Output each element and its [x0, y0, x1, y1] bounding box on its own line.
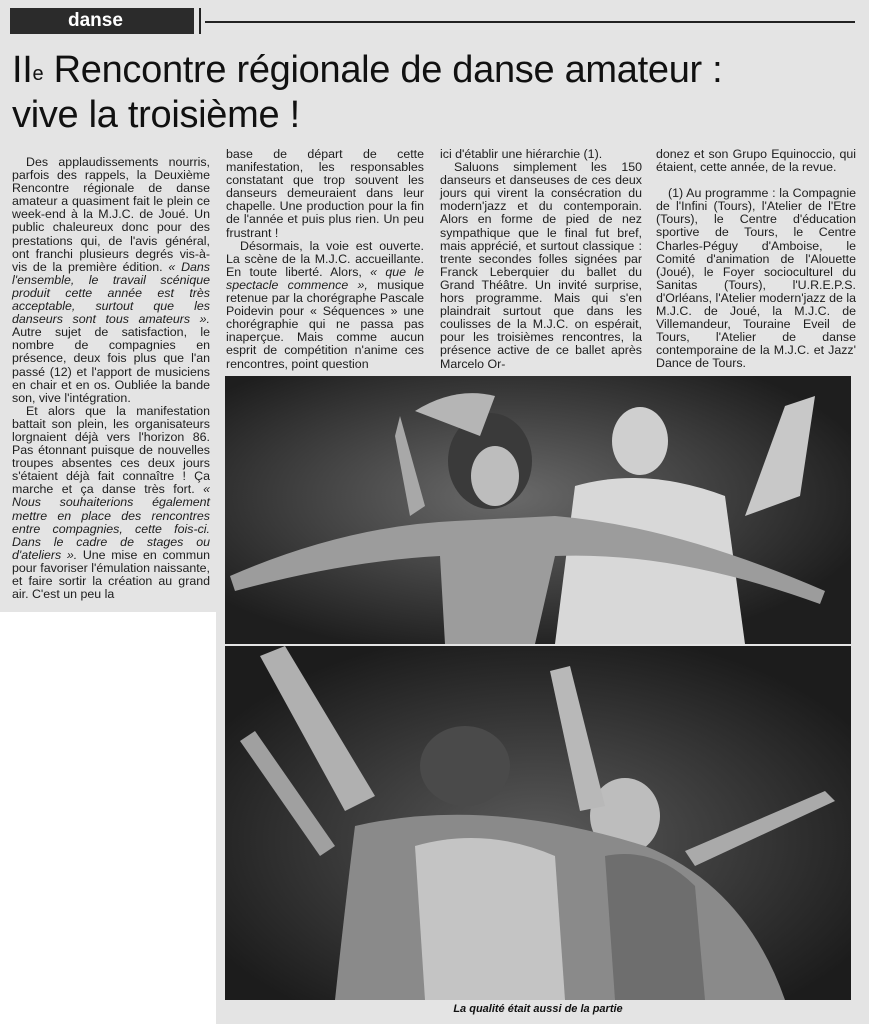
- body-text: Et alors que la manifestation battait son plein, les organisateurs lorgnaient déjà vers l'horizon 86. Pas étonnant puisque de nouvelles troupes absentes ces deux jours s'étaient déjà fait connaître ! Ça marche et ça danse très fort.: [12, 403, 210, 497]
- section-rubric: danse: [10, 8, 194, 34]
- article-column-1: [12, 156, 210, 601]
- article-column-3: [440, 148, 642, 371]
- headline-line1: Rencontre régionale de danse amateur :: [43, 49, 723, 91]
- quote-text: « que le spectacle commence »,: [226, 264, 424, 292]
- paragraph: Saluons simplement les 150 danseurs et danseuses de ces deux jours qui virent la consécration du modern'jazz et du contemporain. Alors en forme de pied de nez sympathique que le final fut bref, mais apprécié, et surtout classique : trente secondes folles signées par Franck Leberquier du ballet du Grand Théâtre. Un invité surprise, hors programme. Mais qui s'en plaindrait surtout que dans les coulisses de la M.J.C. on espérait, pour les troisièmes rencontres, la présence active de ce ballet après Marcelo Or-: [440, 160, 642, 371]
- paragraph: [12, 156, 210, 405]
- quote-text: « Nous souhaiterions également mettre en place des rencontres entre compagnies, cette fois-ci. Dans le cadre de stages ou d'ateliers ».: [12, 482, 210, 562]
- article-headline: [12, 48, 852, 138]
- body-text: Autre sujet de satisfaction, le nombre de compagnies en présence, deux fois plus que l'an passé (12) et l'apport de musiciens en chair et en os. Oubliée la bande son, vive l'intégration.: [12, 325, 210, 405]
- paragraph: [226, 240, 424, 371]
- dancers-group-image: [225, 646, 851, 1000]
- headline-numeral: II: [12, 49, 33, 91]
- cut-out-area: [0, 612, 216, 1024]
- headline-superscript: e: [32, 63, 44, 85]
- rubric-rule: [205, 21, 855, 23]
- photo-caption: La qualité était aussi de la partie: [453, 1003, 623, 1015]
- headline-line2: vive la troisième !: [12, 94, 300, 136]
- paragraph: [12, 405, 210, 601]
- footnote: (1) Au programme : la Compagnie de l'Infini (Tours), l'Atelier de l'Etre (Tours), le Centre d'éducation sportive de Tours, le Centre Charles-Péguy d'Amboise, le Comité d'animation de l'Alouette (Joué), le Foyer socioculturel du Sanitas (Tours), l'U.R.E.P.S. d'Orléans, l'Atelier modern'jazz de la M.J.C. de Joué, la M.J.C. de Villemandeur, Touraine Eveil de Tours, l'Atelier de danse contemporaine de la M.J.C. et Jazz' Dance de Tours.: [656, 186, 856, 371]
- body-text: Une mise en commun pour favoriser l'émulation naissante, et faire sortir la création au grand air. C'est un peu la: [12, 547, 210, 602]
- body-text: Désormais, la voie est ouverte. La scène de la M.J.C. accueillante. En toute liberté. Alors,: [226, 238, 424, 279]
- article-column-2: [226, 148, 424, 371]
- rubric-divider: [199, 8, 201, 34]
- quote-text: « Dans l'ensemble, le travail scénique produit cette année est très acceptable, surtout que les danseurs sont tous amateurs ».: [12, 259, 210, 327]
- body-text: Des applaudissements nourris, parfois des rappels, la Deuxième Rencontre régionale de danse amateur a quasiment fait le plein ce week-end à la M.J.C. de Joué. Un public chaleureux donc pour des prestations qui, de l'avis général, ont franchi plusieurs degrés vis-à-vis de la première édition.: [12, 155, 210, 274]
- paragraph: donez et son Grupo Equinoccio, qui étaient, cette année, de la revue.: [656, 147, 856, 175]
- article-column-4: [656, 148, 856, 371]
- paragraph: ici d'établir une hiérarchie (1).: [440, 147, 603, 161]
- dance-photo-top: [225, 376, 851, 644]
- paragraph: base de départ de cette manifestation, les responsables constatant que trop souvent les danseurs demeuraient dans leur chapelle. Une production pour la fin de l'année et puis plus rien. Un peu frustrant !: [226, 147, 424, 240]
- dance-photo-bottom: [225, 646, 851, 1000]
- dancers-arms-outstretched-image: [225, 376, 851, 644]
- body-text: musique retenue par la chorégraphe Pascale Poidevin pour « Séquences » une chorégraphie qui ne passa pas inaperçue. Mais comme aucun esprit de compétition n'anime ces rencontres, point question: [226, 277, 424, 371]
